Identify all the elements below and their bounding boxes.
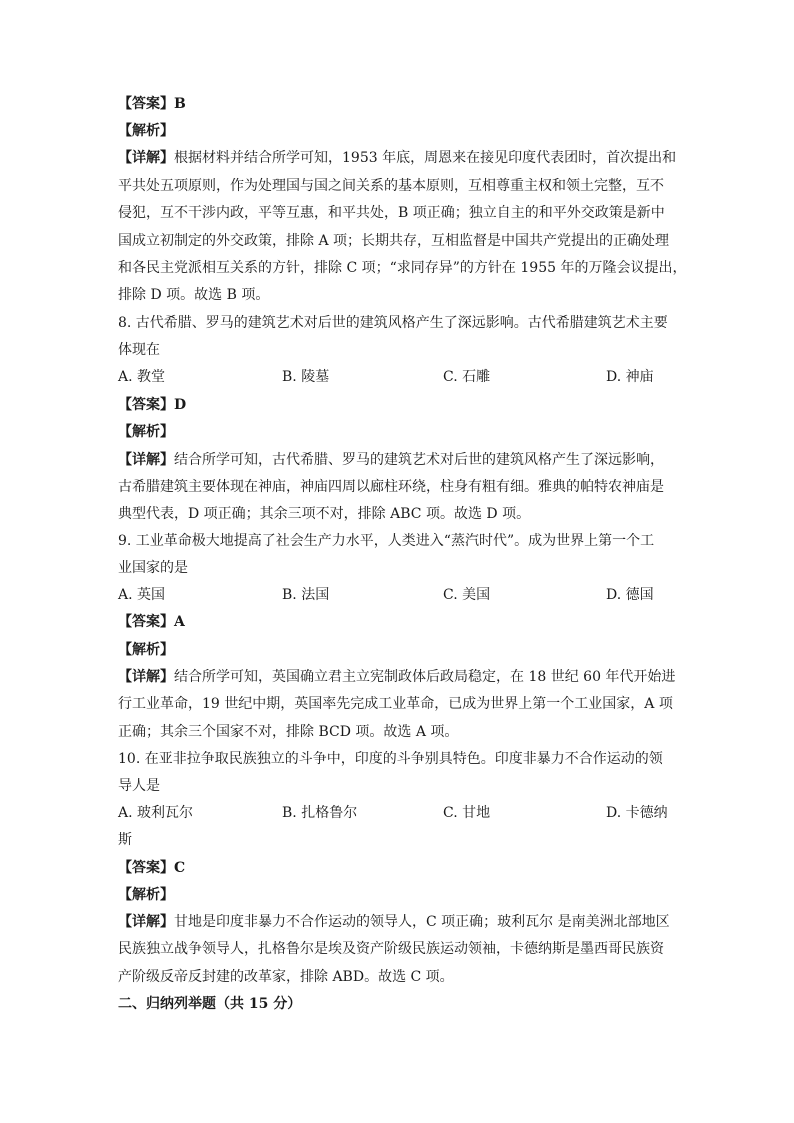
q10-stem-line-1: 10. 在亚非拉争取民族独立的斗争中，印度的斗争别具特色。印度非暴力不合作运动的领 [118, 751, 663, 767]
q8-stem-line-2: 体现在 [118, 342, 160, 358]
q10-option-b: B. 扎格鲁尔 [282, 805, 358, 821]
q9-stem-line-1: 9. 工业革命极大地提高了社会生产力水平，人类进入“蒸汽时代”。成为世界上第一个工 [118, 533, 655, 549]
q9-detail-line-3: 正确；其余三个国家不对，排除 BCD 项。故选 A 项。 [118, 724, 459, 740]
q8-analysis-label: 【解析】 [118, 424, 174, 440]
q10-detail-label: 【详解】 [118, 914, 174, 930]
q7-detail-line-3: 侵犯，互不干涉内政，平等互惠，和平共处，B 项正确；独立自主的和平外交政策是新中 [118, 205, 665, 221]
q9-option-b: B. 法国 [282, 587, 330, 603]
q10-detail-line-1: 【详解】甘地是印度非暴力不合作运动的领导人，C 项正确；玻利瓦尔 是南美洲北部地区 [118, 914, 670, 930]
q9-detail-label: 【详解】 [118, 669, 174, 685]
q10-option-c: C. 甘地 [443, 805, 491, 821]
q8-detail-line-3: 典型代表，D 项正确；其余三项不对，排除 ABC 项。故选 D 项。 [118, 506, 531, 522]
q10-analysis-label: 【解析】 [118, 887, 174, 903]
q8-answer: 【答案】D [118, 397, 187, 413]
q9-detail-line-1: 【详解】结合所学可知，英国确立君主立宪制政体后政局稳定，在 18 世纪 60 年代开始进 [118, 669, 676, 685]
q7-analysis-label: 【解析】 [118, 123, 174, 139]
q8-detail-line-1: 【详解】结合所学可知，古代希腊、罗马的建筑艺术对后世的建筑风格产生了深远影响， [118, 452, 664, 468]
q8-detail-line-2: 古希腊建筑主要体现在神庙，神庙四周以廊柱环绕，柱身有粗有细。雅典的帕特农神庙是 [118, 479, 664, 495]
q7-detail-line-6: 排除 D 项。故选 B 项。 [118, 287, 270, 303]
q7-detail-line-2: 平共处五项原则，作为处理国与国之间关系的基本原则，互相尊重主权和领土完整，互不 [118, 178, 664, 194]
q8-option-d: D. 神庙 [606, 369, 654, 385]
q10-stem-line-2: 导人是 [118, 778, 160, 794]
q9-option-a: A. 英国 [118, 587, 166, 603]
q7-detail-line-1: 【详解】根据材料并结合所学可知，1953 年底，周恩来在接见印度代表团时，首次提出和 [118, 150, 677, 166]
q9-answer: 【答案】A [118, 614, 185, 630]
q7-answer: 【答案】B [118, 96, 186, 112]
q7-detail-line-4: 国成立初制定的外交政策，排除 A 项；长期共存，互相监督是中国共产党提出的正确处理 [118, 233, 670, 249]
q10-option-a: A. 玻利瓦尔 [118, 805, 194, 821]
q7-detail-line-5: 和各民主党派相互关系的方针，排除 C 项；“求同存异”的方针在 1955 年的万隆会议提出， [118, 260, 687, 276]
q9-option-d: D. 德国 [606, 587, 654, 603]
q8-detail-label: 【详解】 [118, 452, 174, 468]
q8-option-a: A. 教堂 [118, 369, 166, 385]
q9-option-c: C. 美国 [443, 587, 491, 603]
q10-option-d-wrap: 斯 [118, 832, 132, 848]
q10-option-d: D. 卡德纳 [606, 805, 668, 821]
section-title: 二、归纳列举题（共 15 分） [118, 996, 302, 1012]
q8-stem-line-1: 8. 古代希腊、罗马的建筑艺术对后世的建筑风格产生了深远影响。古代希腊建筑艺术主要 [118, 315, 668, 331]
q8-option-b: B. 陵墓 [282, 369, 330, 385]
q9-stem-line-2: 业国家的是 [118, 560, 188, 576]
q8-option-c: C. 石雕 [443, 369, 491, 385]
q10-detail-line-2: 民族独立战争领导人，扎格鲁尔是埃及资产阶级民族运动领袖，卡德纳斯是墨西哥民族资 [118, 941, 664, 957]
q7-detail-label: 【详解】 [118, 150, 174, 166]
q9-detail-line-2: 行工业革命，19 世纪中期，英国率先完成工业革命，已成为世界上第一个工业国家，A 项 [118, 696, 673, 712]
q9-analysis-label: 【解析】 [118, 642, 174, 658]
q10-answer: 【答案】C [118, 860, 186, 876]
q10-detail-line-3: 产阶级反帝反封建的改革家，排除 ABD。故选 C 项。 [118, 969, 454, 985]
